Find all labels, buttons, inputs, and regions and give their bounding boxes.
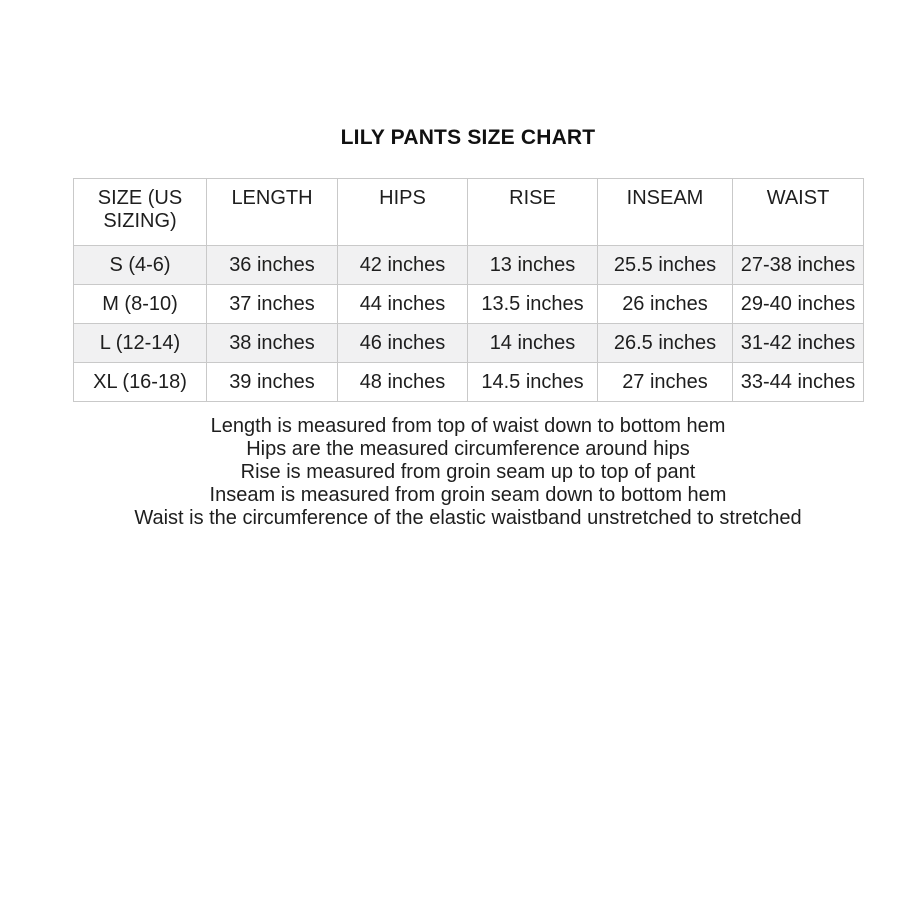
waist-cell: 29-40 inches — [733, 285, 864, 324]
waist-cell: 27-38 inches — [733, 246, 864, 285]
inseam-cell: 25.5 inches — [598, 246, 733, 285]
size-cell: M (8-10) — [74, 285, 207, 324]
waist-cell: 31-42 inches — [733, 324, 864, 363]
header-row — [74, 179, 864, 246]
size-cell: XL (16-18) — [74, 363, 207, 402]
hips-cell: 48 inches — [338, 363, 468, 402]
size-chart-table — [73, 178, 864, 402]
column-header-length: LENGTH — [207, 179, 338, 246]
column-header-rise: RISE — [468, 179, 598, 246]
column-header-inseam: INSEAM — [598, 179, 733, 246]
length-cell: 37 inches — [207, 285, 338, 324]
hips-cell: 42 inches — [338, 246, 468, 285]
rise-cell: 13.5 inches — [468, 285, 598, 324]
length-cell: 36 inches — [207, 246, 338, 285]
size-cell: L (12-14) — [74, 324, 207, 363]
table-row-l — [74, 324, 864, 363]
rise-cell: 14.5 inches — [468, 363, 598, 402]
note-waist: Waist is the circumference of the elastic waistband unstretched to stretched — [134, 507, 802, 529]
column-header-hips: HIPS — [338, 179, 468, 246]
inseam-cell: 27 inches — [598, 363, 733, 402]
rise-cell: 14 inches — [468, 324, 598, 363]
page-title: LILY PANTS SIZE CHART — [340, 126, 596, 149]
table-row-m — [74, 285, 864, 324]
note-hips: Hips are the measured circumference around hips — [246, 438, 690, 460]
table-row-s — [74, 246, 864, 285]
hips-cell: 44 inches — [338, 285, 468, 324]
hips-cell: 46 inches — [338, 324, 468, 363]
note-rise: Rise is measured from groin seam up to top of pant — [240, 461, 696, 483]
measurement-notes — [73, 415, 863, 530]
size-cell: S (4-6) — [74, 246, 207, 285]
inseam-cell: 26 inches — [598, 285, 733, 324]
column-header-waist: WAIST — [733, 179, 864, 246]
column-header-size: SIZE (US SIZING) — [74, 179, 207, 246]
length-cell: 38 inches — [207, 324, 338, 363]
note-length: Length is measured from top of waist down to bottom hem — [210, 415, 726, 437]
length-cell: 39 inches — [207, 363, 338, 402]
note-inseam: Inseam is measured from groin seam down to bottom hem — [209, 484, 727, 506]
waist-cell: 33-44 inches — [733, 363, 864, 402]
rise-cell: 13 inches — [468, 246, 598, 285]
table-row-xl — [74, 363, 864, 402]
inseam-cell: 26.5 inches — [598, 324, 733, 363]
